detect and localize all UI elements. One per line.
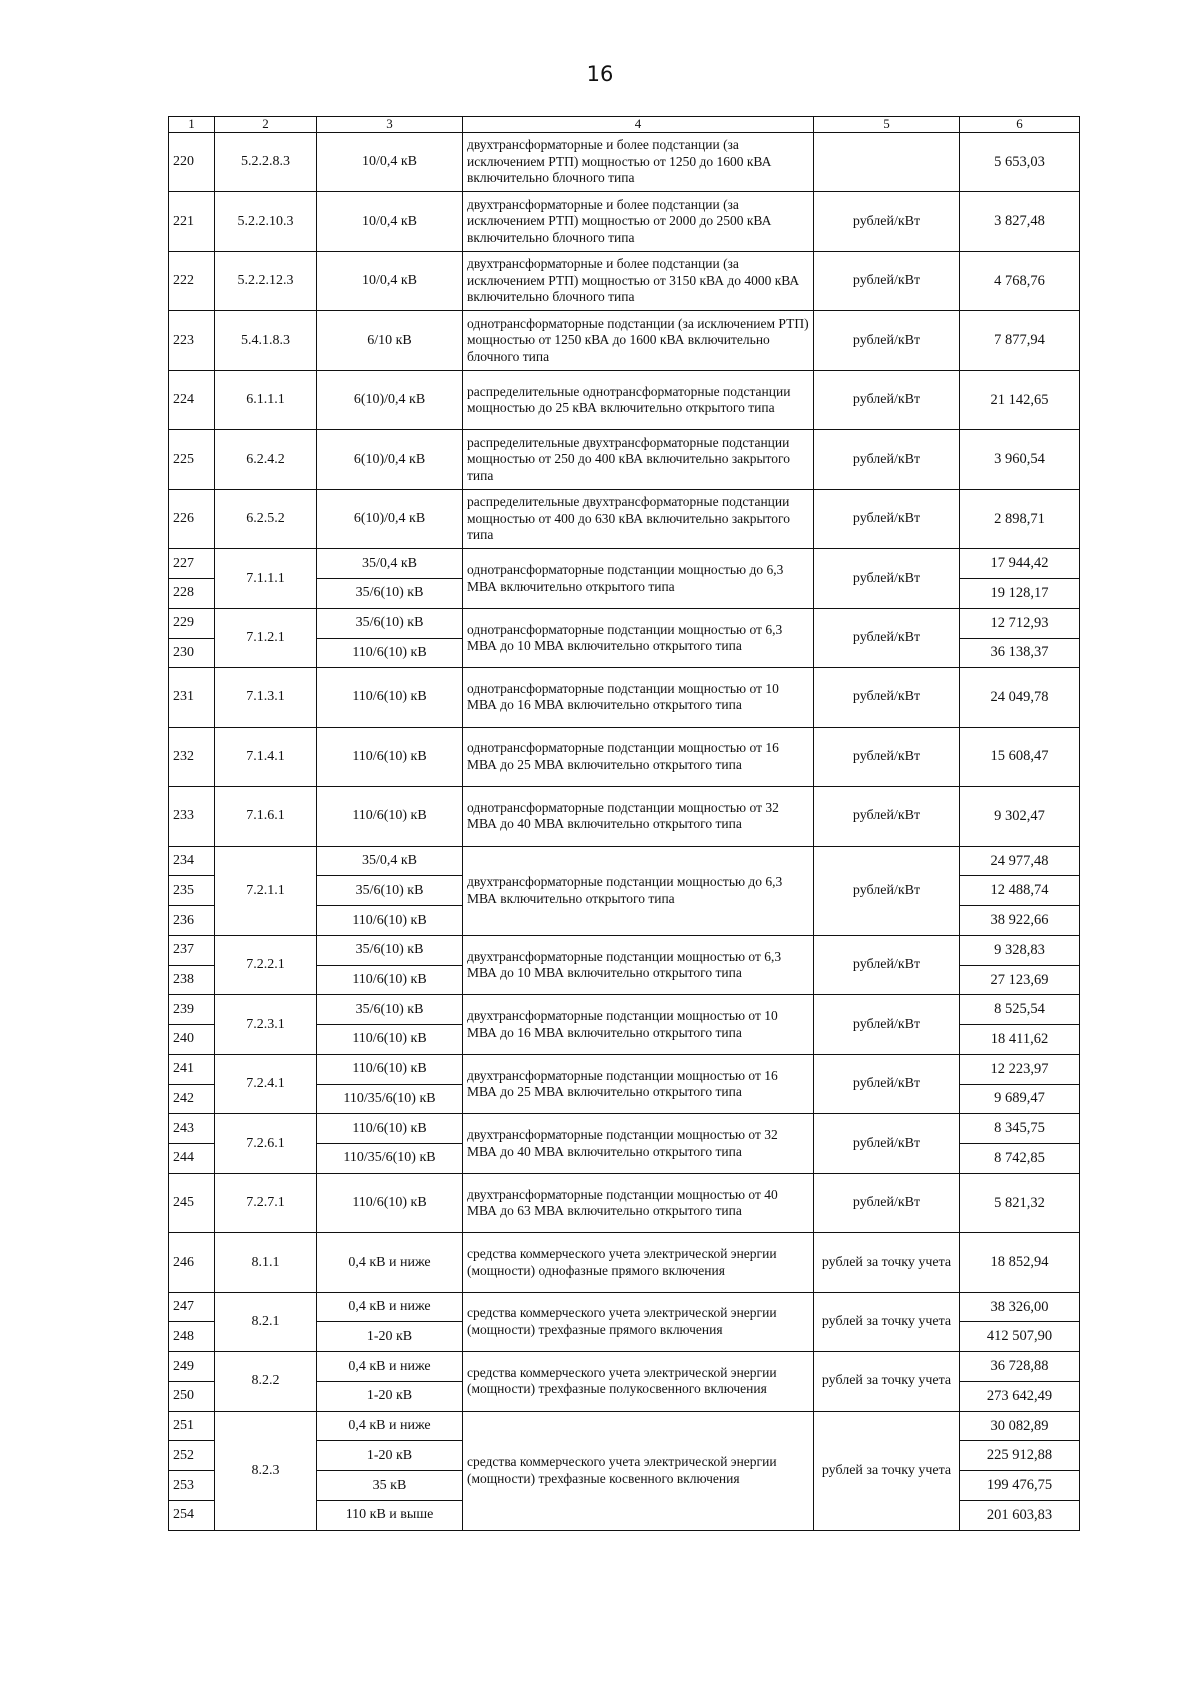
- voltage-level: 1-20 кВ: [317, 1441, 463, 1471]
- rate-value: 9 689,47: [960, 1084, 1080, 1114]
- rate-value: 12 712,93: [960, 608, 1080, 638]
- rate-value: 8 742,85: [960, 1144, 1080, 1174]
- header-cell: 3: [317, 117, 463, 133]
- description: средства коммерческого учета электрической энергии (мощности) трехфазные прямого включения: [463, 1292, 814, 1351]
- unit: рублей/кВт: [814, 727, 960, 786]
- unit: рублей за точку учета: [814, 1233, 960, 1292]
- row-number: 223: [169, 311, 215, 370]
- item-code: 7.2.2.1: [215, 935, 317, 994]
- voltage-level: 110/6(10) кВ: [317, 727, 463, 786]
- item-code: 7.2.4.1: [215, 1054, 317, 1113]
- row-number: 254: [169, 1500, 215, 1530]
- table-row: [169, 1411, 1080, 1441]
- description: двухтрансформаторные подстанции мощностью от 40 МВА до 63 МВА включительно открытого типа: [463, 1173, 814, 1232]
- rate-value: 8 525,54: [960, 995, 1080, 1025]
- item-code: 5.2.2.12.3: [215, 251, 317, 310]
- table-row: [169, 1233, 1080, 1292]
- voltage-level: 6/10 кВ: [317, 311, 463, 370]
- table-row: [169, 846, 1080, 876]
- rate-value: 12 223,97: [960, 1054, 1080, 1084]
- table-row: [169, 1292, 1080, 1322]
- description: двухтрансформаторные и более подстанции (за исключением РТП) мощностью от 3150 кВА до 4000 кВА включительно блочного типа: [463, 251, 814, 310]
- unit: рублей/кВт: [814, 1114, 960, 1173]
- rate-value: 18 852,94: [960, 1233, 1080, 1292]
- item-code: 7.2.1.1: [215, 846, 317, 935]
- description: двухтрансформаторные подстанции мощностью от 10 МВА до 16 МВА включительно открытого типа: [463, 995, 814, 1054]
- item-code: 6.2.4.2: [215, 430, 317, 489]
- row-number: 235: [169, 876, 215, 906]
- voltage-level: 35/0,4 кВ: [317, 549, 463, 579]
- row-number: 230: [169, 638, 215, 668]
- item-code: 7.1.1.1: [215, 549, 317, 608]
- voltage-level: 35/6(10) кВ: [317, 935, 463, 965]
- row-number: 226: [169, 489, 215, 548]
- voltage-level: 35/6(10) кВ: [317, 579, 463, 609]
- voltage-level: 110/35/6(10) кВ: [317, 1144, 463, 1174]
- table-row: [169, 489, 1080, 548]
- voltage-level: 110/6(10) кВ: [317, 965, 463, 995]
- rate-value: 3 827,48: [960, 192, 1080, 251]
- unit: рублей/кВт: [814, 430, 960, 489]
- description: однотрансформаторные подстанции мощностью от 10 МВА до 16 МВА включительно открытого типа: [463, 668, 814, 727]
- description: средства коммерческого учета электрической энергии (мощности) трехфазные полукосвенного включения: [463, 1352, 814, 1411]
- voltage-level: 110/6(10) кВ: [317, 638, 463, 668]
- rate-value: 9 328,83: [960, 935, 1080, 965]
- rate-value: 38 326,00: [960, 1292, 1080, 1322]
- row-number: 247: [169, 1292, 215, 1322]
- description: средства коммерческого учета электрической энергии (мощности) однофазные прямого включения: [463, 1233, 814, 1292]
- table-row: [169, 995, 1080, 1025]
- rate-value: 19 128,17: [960, 579, 1080, 609]
- rate-value: 3 960,54: [960, 430, 1080, 489]
- table-row: [169, 787, 1080, 846]
- voltage-level: 35/6(10) кВ: [317, 608, 463, 638]
- rate-value: 30 082,89: [960, 1411, 1080, 1441]
- row-number: 245: [169, 1173, 215, 1232]
- rate-value: 21 142,65: [960, 370, 1080, 429]
- row-number: 240: [169, 1025, 215, 1055]
- description: средства коммерческого учета электрической энергии (мощности) трехфазные косвенного включения: [463, 1411, 814, 1530]
- unit: [814, 132, 960, 191]
- rate-value: 201 603,83: [960, 1500, 1080, 1530]
- unit: рублей/кВт: [814, 549, 960, 608]
- description: распределительные двухтрансформаторные подстанции мощностью от 250 до 400 кВА включительно закрытого типа: [463, 430, 814, 489]
- voltage-level: 6(10)/0,4 кВ: [317, 370, 463, 429]
- item-code: 6.1.1.1: [215, 370, 317, 429]
- rate-value: 273 642,49: [960, 1381, 1080, 1411]
- row-number: 224: [169, 370, 215, 429]
- table-row: [169, 727, 1080, 786]
- table-row: [169, 1352, 1080, 1382]
- row-number: 227: [169, 549, 215, 579]
- unit: рублей/кВт: [814, 251, 960, 310]
- row-number: 229: [169, 608, 215, 638]
- voltage-level: 110/6(10) кВ: [317, 787, 463, 846]
- item-code: 5.2.2.8.3: [215, 132, 317, 191]
- rate-value: 38 922,66: [960, 906, 1080, 936]
- rate-value: 12 488,74: [960, 876, 1080, 906]
- rate-value: 9 302,47: [960, 787, 1080, 846]
- table-row: [169, 311, 1080, 370]
- rate-value: 2 898,71: [960, 489, 1080, 548]
- voltage-level: 0,4 кВ и ниже: [317, 1233, 463, 1292]
- row-number: 243: [169, 1114, 215, 1144]
- item-code: 5.4.1.8.3: [215, 311, 317, 370]
- voltage-level: 110/6(10) кВ: [317, 1025, 463, 1055]
- row-number: 220: [169, 132, 215, 191]
- row-number: 246: [169, 1233, 215, 1292]
- rate-value: 27 123,69: [960, 965, 1080, 995]
- voltage-level: 110/6(10) кВ: [317, 1114, 463, 1144]
- unit: рублей/кВт: [814, 608, 960, 667]
- item-code: 5.2.2.10.3: [215, 192, 317, 251]
- table-row: [169, 251, 1080, 310]
- item-code: 7.2.6.1: [215, 1114, 317, 1173]
- description: однотрансформаторные подстанции мощностью до 6,3 МВА включительно открытого типа: [463, 549, 814, 608]
- voltage-level: 110 кВ и выше: [317, 1500, 463, 1530]
- rate-value: 8 345,75: [960, 1114, 1080, 1144]
- voltage-level: 10/0,4 кВ: [317, 251, 463, 310]
- row-number: 232: [169, 727, 215, 786]
- item-code: 7.2.3.1: [215, 995, 317, 1054]
- header-cell: 4: [463, 117, 814, 133]
- unit: рублей/кВт: [814, 668, 960, 727]
- table-row: [169, 1114, 1080, 1144]
- item-code: 6.2.5.2: [215, 489, 317, 548]
- description: двухтрансформаторные подстанции мощностью от 16 МВА до 25 МВА включительно открытого типа: [463, 1054, 814, 1113]
- unit: рублей/кВт: [814, 995, 960, 1054]
- description: распределительные двухтрансформаторные подстанции мощностью от 400 до 630 кВА включительно закрытого типа: [463, 489, 814, 548]
- voltage-level: 0,4 кВ и ниже: [317, 1352, 463, 1382]
- table-row: [169, 192, 1080, 251]
- header-cell: 1: [169, 117, 215, 133]
- header-cell: 5: [814, 117, 960, 133]
- voltage-level: 6(10)/0,4 кВ: [317, 430, 463, 489]
- unit: рублей/кВт: [814, 935, 960, 994]
- rate-value: 17 944,42: [960, 549, 1080, 579]
- voltage-level: 0,4 кВ и ниже: [317, 1411, 463, 1441]
- rate-value: 36 728,88: [960, 1352, 1080, 1382]
- rate-value: 5 821,32: [960, 1173, 1080, 1232]
- voltage-level: 35/6(10) кВ: [317, 995, 463, 1025]
- voltage-level: 10/0,4 кВ: [317, 192, 463, 251]
- item-code: 8.2.1: [215, 1292, 317, 1351]
- voltage-level: 110/6(10) кВ: [317, 1173, 463, 1232]
- item-code: 7.1.6.1: [215, 787, 317, 846]
- row-number: 228: [169, 579, 215, 609]
- unit: рублей/кВт: [814, 489, 960, 548]
- header-cell: 2: [215, 117, 317, 133]
- rate-value: 7 877,94: [960, 311, 1080, 370]
- rate-value: 225 912,88: [960, 1441, 1080, 1471]
- item-code: 8.2.3: [215, 1411, 317, 1530]
- voltage-level: 35/6(10) кВ: [317, 876, 463, 906]
- unit: рублей/кВт: [814, 846, 960, 935]
- item-code: 7.1.4.1: [215, 727, 317, 786]
- rate-value: 5 653,03: [960, 132, 1080, 191]
- row-number: 233: [169, 787, 215, 846]
- rate-value: 36 138,37: [960, 638, 1080, 668]
- rate-value: 24 049,78: [960, 668, 1080, 727]
- header-cell: 6: [960, 117, 1080, 133]
- item-code: 7.2.7.1: [215, 1173, 317, 1232]
- row-number: 248: [169, 1322, 215, 1352]
- page-number: 16: [586, 62, 614, 86]
- row-number: 251: [169, 1411, 215, 1441]
- table-row: [169, 370, 1080, 429]
- voltage-level: 110/6(10) кВ: [317, 668, 463, 727]
- table-row: [169, 549, 1080, 579]
- description: однотрансформаторные подстанции (за исключением РТП) мощностью от 1250 кВА до 1600 кВА включительно блочного типа: [463, 311, 814, 370]
- table-row: [169, 935, 1080, 965]
- tariff-table: [168, 116, 1080, 1531]
- unit: рублей/кВт: [814, 311, 960, 370]
- row-number: 225: [169, 430, 215, 489]
- row-number: 222: [169, 251, 215, 310]
- description: однотрансформаторные подстанции мощностью от 6,3 МВА до 10 МВА включительно открытого типа: [463, 608, 814, 667]
- table-row: [169, 1054, 1080, 1084]
- item-code: 7.1.2.1: [215, 608, 317, 667]
- row-number: 238: [169, 965, 215, 995]
- row-number: 221: [169, 192, 215, 251]
- voltage-level: 10/0,4 кВ: [317, 132, 463, 191]
- row-number: 241: [169, 1054, 215, 1084]
- row-number: 242: [169, 1084, 215, 1114]
- unit: рублей/кВт: [814, 787, 960, 846]
- voltage-level: 110/35/6(10) кВ: [317, 1084, 463, 1114]
- unit: рублей/кВт: [814, 192, 960, 251]
- voltage-level: 110/6(10) кВ: [317, 906, 463, 936]
- tariff-table-body: [169, 117, 1080, 1531]
- description: двухтрансформаторные подстанции мощностью до 6,3 МВА включительно открытого типа: [463, 846, 814, 935]
- row-number: 237: [169, 935, 215, 965]
- description: двухтрансформаторные подстанции мощностью от 6,3 МВА до 10 МВА включительно открытого типа: [463, 935, 814, 994]
- row-number: 234: [169, 846, 215, 876]
- row-number: 231: [169, 668, 215, 727]
- voltage-level: 0,4 кВ и ниже: [317, 1292, 463, 1322]
- voltage-level: 35/0,4 кВ: [317, 846, 463, 876]
- unit: рублей за точку учета: [814, 1292, 960, 1351]
- rate-value: 4 768,76: [960, 251, 1080, 310]
- table-row: [169, 608, 1080, 638]
- unit: рублей/кВт: [814, 1173, 960, 1232]
- row-number: 250: [169, 1381, 215, 1411]
- item-code: 7.1.3.1: [215, 668, 317, 727]
- unit: рублей/кВт: [814, 370, 960, 429]
- item-code: 8.2.2: [215, 1352, 317, 1411]
- row-number: 244: [169, 1144, 215, 1174]
- unit: рублей за точку учета: [814, 1352, 960, 1411]
- item-code: 8.1.1: [215, 1233, 317, 1292]
- unit: рублей/кВт: [814, 1054, 960, 1113]
- unit: рублей за точку учета: [814, 1411, 960, 1530]
- voltage-level: 1-20 кВ: [317, 1322, 463, 1352]
- description: распределительные однотрансформаторные подстанции мощностью до 25 кВА включительно открытого типа: [463, 370, 814, 429]
- row-number: 236: [169, 906, 215, 936]
- rate-value: 199 476,75: [960, 1471, 1080, 1501]
- description: двухтрансформаторные подстанции мощностью от 32 МВА до 40 МВА включительно открытого типа: [463, 1114, 814, 1173]
- description: однотрансформаторные подстанции мощностью от 32 МВА до 40 МВА включительно открытого типа: [463, 787, 814, 846]
- table-row: [169, 132, 1080, 191]
- table-row: [169, 668, 1080, 727]
- table-row: [169, 1173, 1080, 1232]
- row-number: 252: [169, 1441, 215, 1471]
- row-number: 249: [169, 1352, 215, 1382]
- voltage-level: 110/6(10) кВ: [317, 1054, 463, 1084]
- rate-value: 18 411,62: [960, 1025, 1080, 1055]
- row-number: 253: [169, 1471, 215, 1501]
- description: двухтрансформаторные и более подстанции (за исключением РТП) мощностью от 1250 до 1600 кВА включительно блочного типа: [463, 132, 814, 191]
- description: однотрансформаторные подстанции мощностью от 16 МВА до 25 МВА включительно открытого типа: [463, 727, 814, 786]
- header-row: [169, 117, 1080, 133]
- description: двухтрансформаторные и более подстанции (за исключением РТП) мощностью от 2000 до 2500 кВА включительно блочного типа: [463, 192, 814, 251]
- rate-value: 24 977,48: [960, 846, 1080, 876]
- rate-value: 15 608,47: [960, 727, 1080, 786]
- table-row: [169, 430, 1080, 489]
- row-number: 239: [169, 995, 215, 1025]
- voltage-level: 6(10)/0,4 кВ: [317, 489, 463, 548]
- rate-value: 412 507,90: [960, 1322, 1080, 1352]
- voltage-level: 1-20 кВ: [317, 1381, 463, 1411]
- voltage-level: 35 кВ: [317, 1471, 463, 1501]
